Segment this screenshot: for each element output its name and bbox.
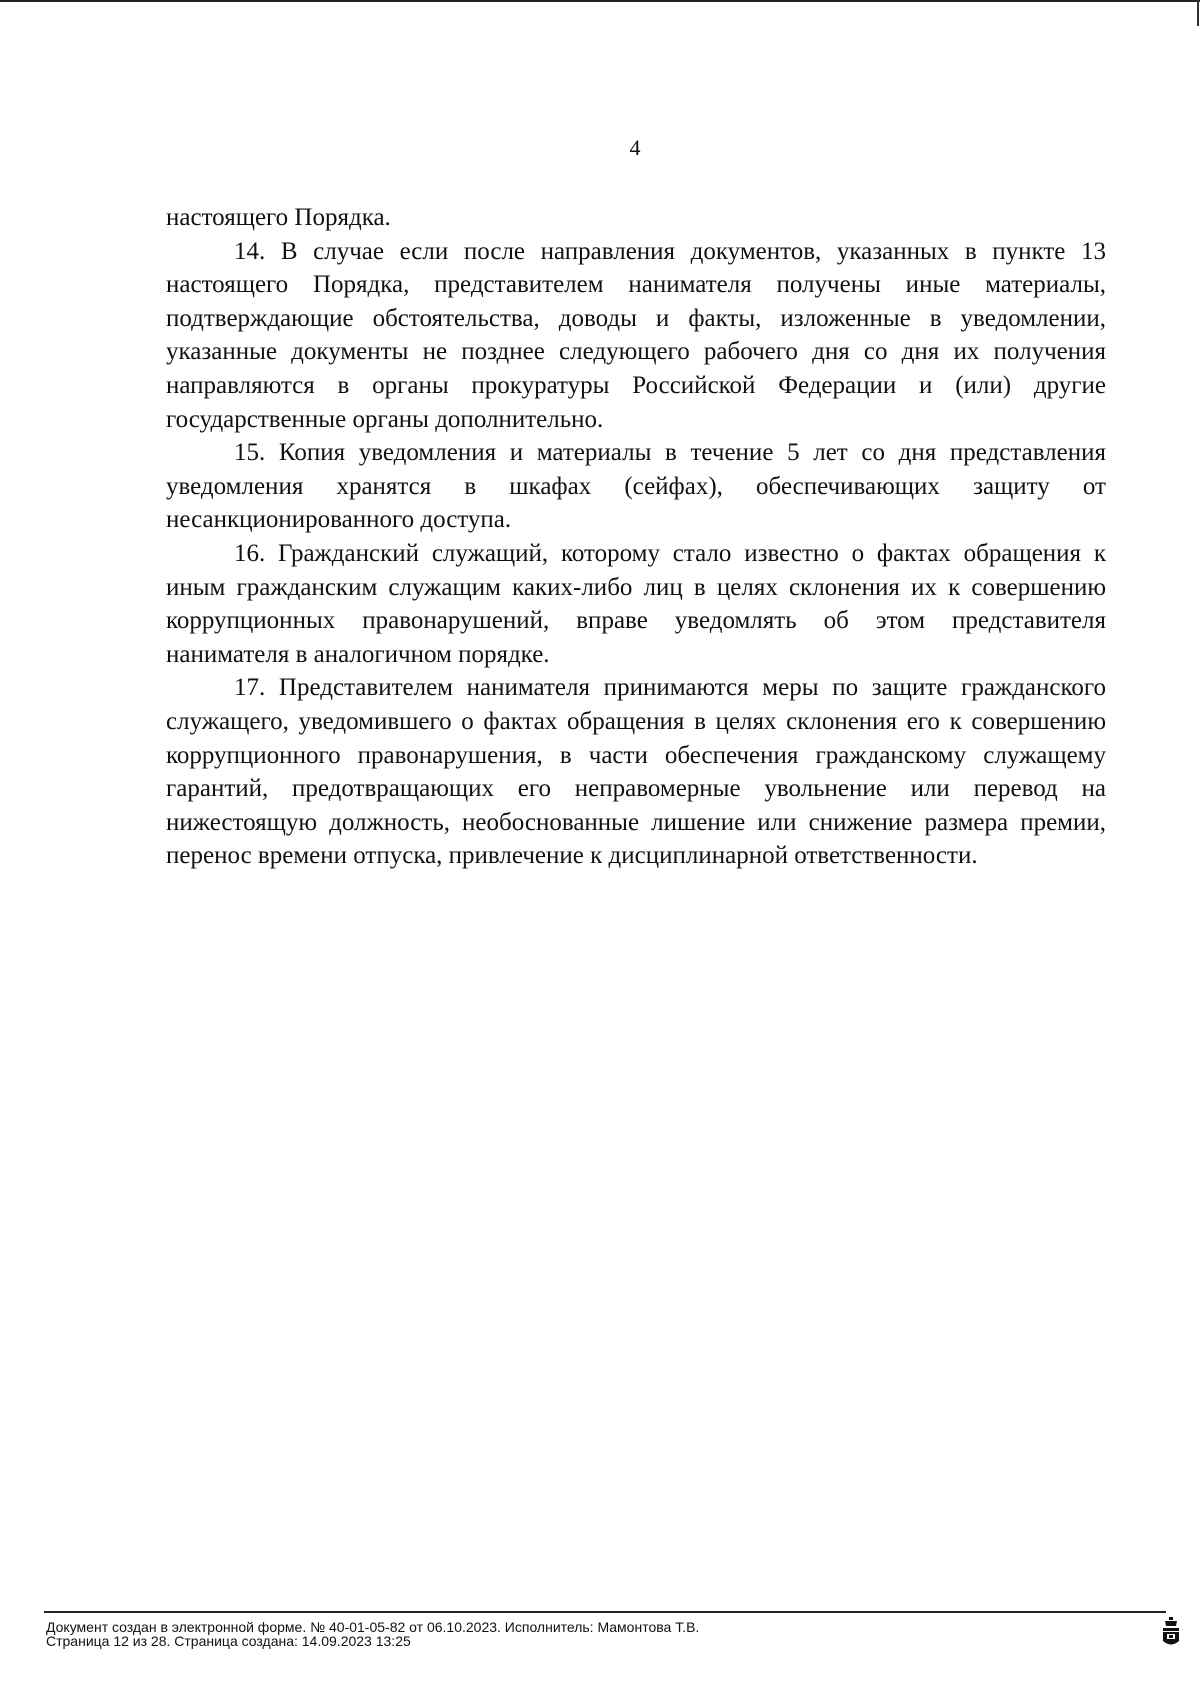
paragraph-17: 17. Представителем нанимателя принимаются меры по защите гражданского служащего, уведомившего о фактах обращения в целях склонения его к совершению коррупционного правонарушения, в части обеспечения гражданскому служащему гарантий, предотвращающих его неправомерные увольнение или перевод на нижестоящую должность, необоснованные лишение или снижение размера премии, перенос времени отпуска, привлечение к дисциплинарной ответственности.	[166, 674, 1106, 870]
paragraph-continuation: настоящего Порядка.	[166, 204, 391, 231]
scan-top-edge	[0, 0, 1200, 2]
paragraph-16: 16. Гражданский служащий, которому стало известно о фактах обращения к иным гражданским служащим каких-либо лиц в целях склонения их к совершению коррупционных правонарушений, вправе уведомлять об этом представителя нанимателя в аналогичном порядке.	[166, 539, 1106, 668]
coat-of-arms-icon	[1161, 1617, 1181, 1649]
footer-divider	[44, 1611, 1166, 1613]
footer-stamp	[46, 1620, 699, 1648]
paragraph-15: 15. Копия уведомления и материалы в течение 5 лет со дня представления уведомления хранятся в шкафах (сейфах), обеспечивающих защиту от несанкционированного доступа.	[166, 439, 1106, 534]
document-body	[166, 201, 1106, 873]
page-number: 4	[629, 135, 641, 160]
scan-right-edge	[1197, 0, 1199, 26]
footer-line-document-info: Документ создан в электронной форме. № 40-01-05-82 от 06.10.2023. Исполнитель: Мамонтова Т.В.	[46, 1619, 700, 1635]
footer-line-page-info: Страница 12 из 28. Страница создана: 14.09.2023 13:25	[46, 1633, 411, 1649]
paragraph-14: 14. В случае если после направления документов, указанных в пункте 13 настоящего Порядка, представителем нанимателя получены иные материалы, подтверждающие обстоятельства, доводы и факты, изложенные в уведомлении, указанные документы не позднее следующего рабочего дня со дня их получения направляются в органы прокуратуры Российской Федерации и (или) другие государственные органы дополнительно.	[166, 237, 1106, 433]
